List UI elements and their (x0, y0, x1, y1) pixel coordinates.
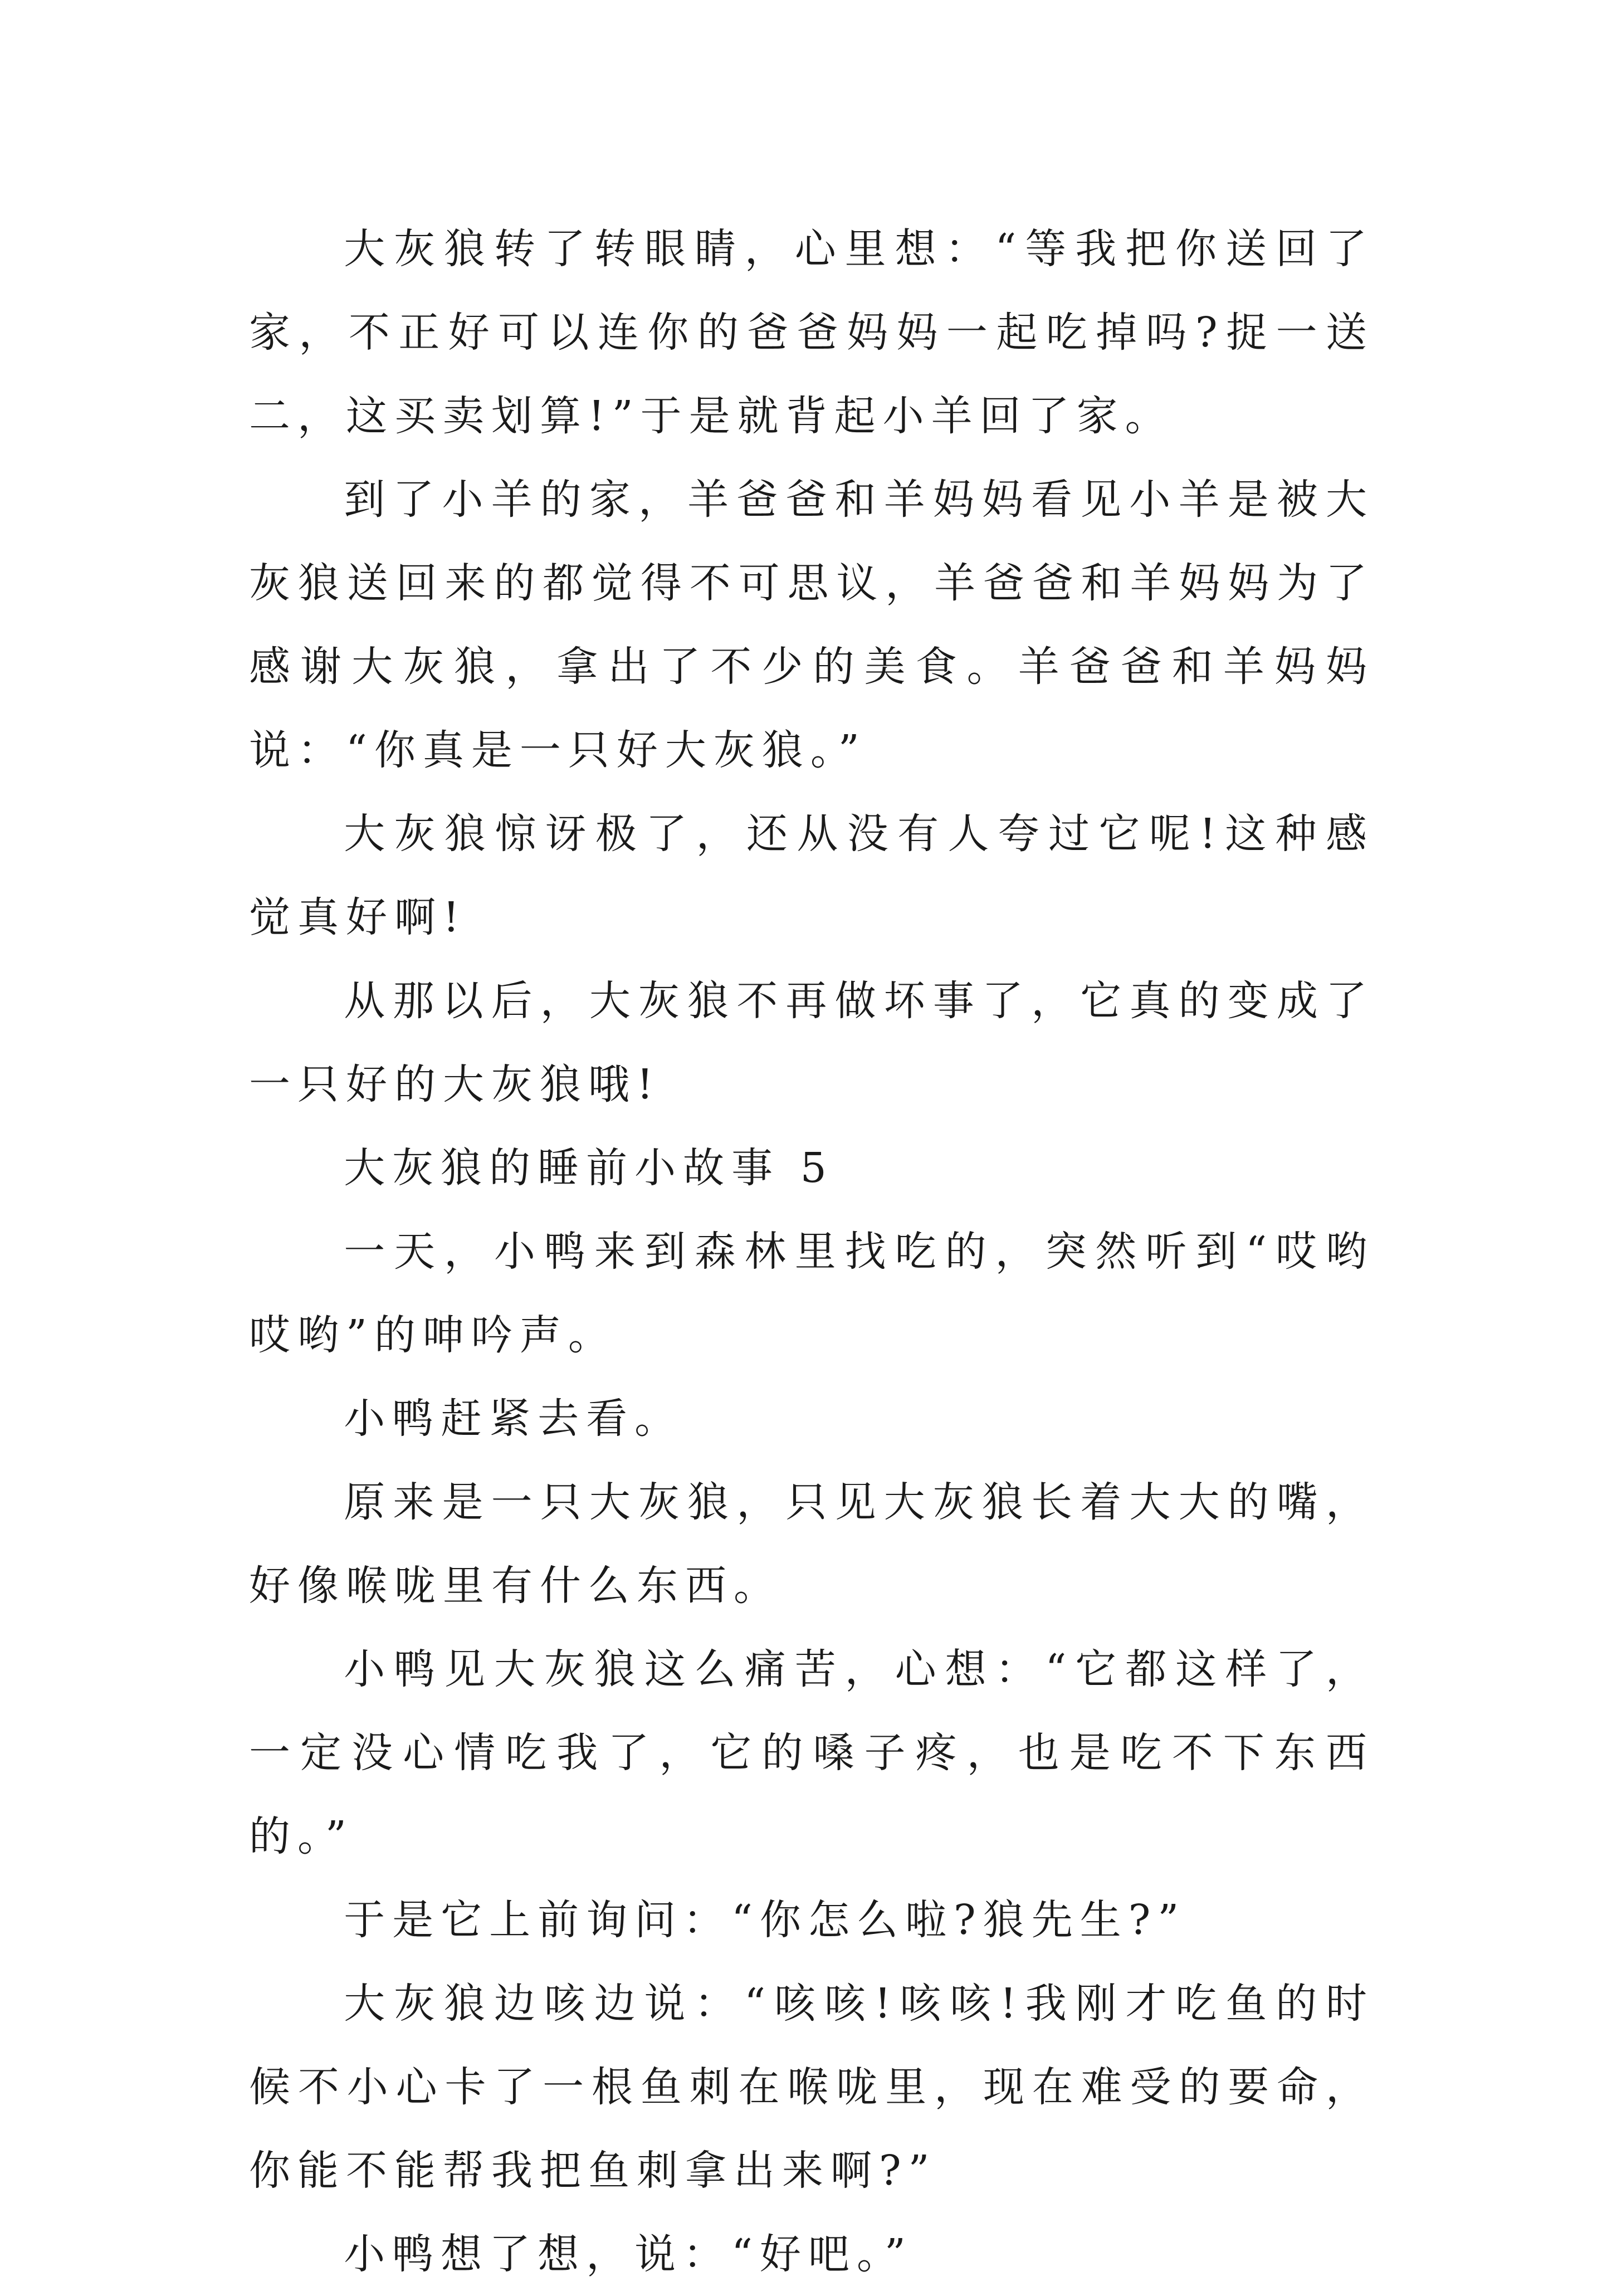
paragraph: 一天，小鸭来到森林里找吃的，突然听到“哎哟哎哟”的呻吟声。 (249, 1228, 1374, 1359)
paragraph: 大灰狼边咳边说：“咳咳!咳咳!我刚才吃鱼的时候不小心卡了一根鱼刺在喉咙里，现在难受的要命，你能不能帮我把鱼刺拿出来啊?” (249, 1980, 1374, 2195)
story-heading: 大灰狼的睡前小故事 5 (344, 1144, 834, 1192)
document-body (249, 207, 1374, 2296)
paragraph: 大灰狼惊讶极了，还从没有人夸过它呢!这种感觉真好啊! (249, 810, 1374, 941)
paragraph: 从那以后，大灰狼不再做坏事了，它真的变成了一只好的大灰狼哦! (249, 977, 1374, 1108)
paragraph: 小鸭见大灰狼这么痛苦，心想：“它都这样了，一定没心情吃我了，它的嗓子疼，也是吃不下东西的。” (249, 1645, 1374, 1860)
paragraph: 大灰狼转了转眼睛，心里想：“等我把你送回了家，不正好可以连你的爸爸妈妈一起吃掉吗?捉一送二，这买卖划算!”于是就背起小羊回了家。 (249, 225, 1374, 440)
paragraph: 于是它上前询问：“你怎么啦?狼先生?” (344, 1896, 1186, 1944)
paragraph: 小鸭想了想，说：“好吧。” (344, 2230, 913, 2278)
paragraph: 小鸭赶紧去看。 (344, 1395, 683, 1443)
paragraph: 到了小羊的家，羊爸爸和羊妈妈看见小羊是被大灰狼送回来的都觉得不可思议，羊爸爸和羊妈妈为了感谢大灰狼，拿出了不少的美食。羊爸爸和羊妈妈说：“你真是一只好大灰狼。” (249, 476, 1374, 774)
paragraph: 原来是一只大灰狼，只见大灰狼长着大大的嘴，好像喉咙里有什么东西。 (249, 1478, 1374, 1610)
